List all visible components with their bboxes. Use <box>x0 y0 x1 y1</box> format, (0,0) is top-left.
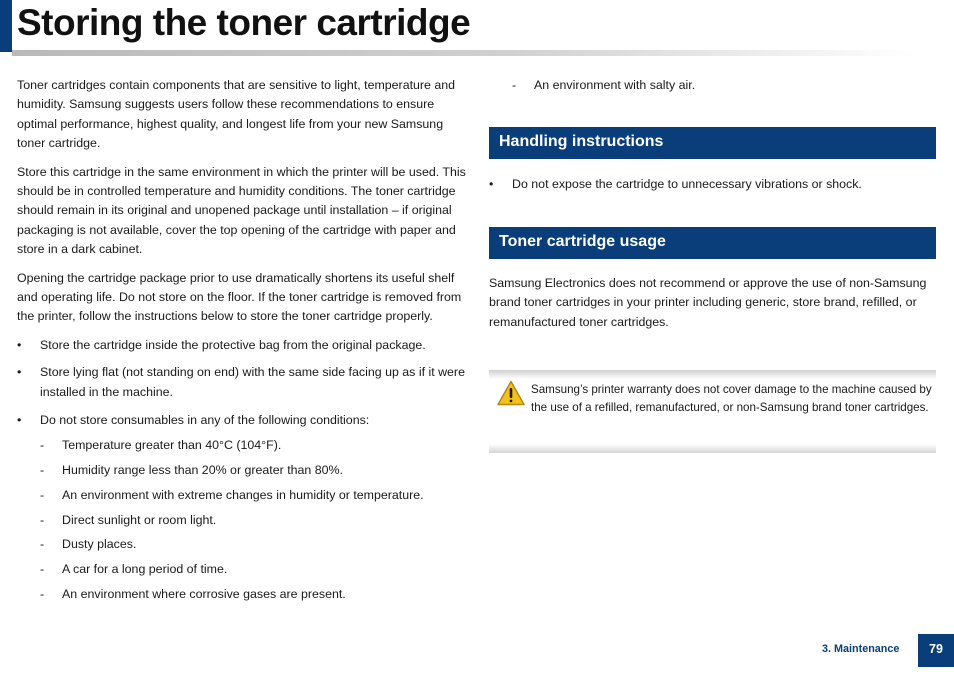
list-item <box>489 175 936 194</box>
bullet-marker: • <box>17 365 22 380</box>
condition-text: A car for a long period of time. <box>62 562 228 577</box>
right-column <box>489 76 936 332</box>
condition-text: Direct sunlight or room light. <box>62 512 217 527</box>
condition-item <box>17 511 467 536</box>
bullet-text: Do not expose the cartridge to unnecessary vibrations or shock. <box>512 176 862 191</box>
intro-paragraph: Toner cartridges contain components that are sensitive to light, temperature and humidity. Samsung suggests users follow these recommendations to ensure optimal performance, highest quality, and longest life from your new Samsung toner cartridge. <box>17 78 456 150</box>
dash-marker: - <box>40 487 45 502</box>
warning-triangle-icon <box>497 380 525 406</box>
condition-item <box>17 486 467 511</box>
condition-item <box>17 560 467 585</box>
condition-text: An environment with extreme changes in humidity or temperature. <box>62 487 424 502</box>
condition-text: Dusty places. <box>62 537 137 552</box>
dash-marker: - <box>40 512 45 527</box>
condition-text: An environment with salty air. <box>534 78 696 92</box>
condition-text: Temperature greater than 40°C (104°F). <box>62 438 282 453</box>
list-item <box>17 336 467 355</box>
bullet-marker: • <box>17 338 22 353</box>
dash-marker: - <box>40 438 45 453</box>
toner-cartridge-usage-heading: Toner cartridge usage <box>489 227 936 259</box>
warning-note-text: Samsung’s printer warranty does not cover damage to the machine caused by the use of a refilled, remanufactured, or non-Samsung brand toner cartridges. <box>531 383 932 414</box>
condition-text: An environment where corrosive gases are present. <box>62 587 346 602</box>
page-title: Storing the toner cartridge <box>17 2 471 43</box>
storage-paragraph: Store this cartridge in the same environment in which the printer will be used. This should be in controlled temperature and humidity conditions. The toner cartridge should remain in its original and unopened package until installation – if original packaging is not available, cover the top opening of the cartridge with paper and store in a dark cabinet. <box>17 164 466 256</box>
opening-paragraph: Opening the cartridge package prior to use dramatically shortens its useful shelf and operating life. Do not store on the floor. If the toner cartridge is removed from the printer, follow the instructions below to store the toner cartridge properly. <box>17 270 462 324</box>
condition-text: Humidity range less than 20% or greater than 80%. <box>62 463 344 478</box>
condition-item <box>17 585 467 610</box>
condition-item <box>17 436 467 461</box>
bullet-marker: • <box>489 176 494 191</box>
left-column <box>17 76 467 610</box>
title-divider <box>12 50 917 56</box>
dash-marker: - <box>40 562 45 577</box>
bullet-text: Store the cartridge inside the protective bag from the original package. <box>40 338 426 353</box>
condition-item <box>17 535 467 560</box>
condition-item <box>17 461 467 486</box>
bullet-text: Do not store consumables in any of the following conditions: <box>40 412 370 427</box>
condition-item <box>489 76 936 101</box>
warning-note <box>489 370 936 453</box>
footer-section-label: 3. Maintenance <box>822 643 900 655</box>
dash-marker: - <box>40 463 45 478</box>
bullet-marker: • <box>17 412 22 427</box>
usage-paragraph: Samsung Electronics does not recommend or approve the use of non-Samsung brand toner cartridges in your printer including generic, store brand, refilled, or remanufactured toner cartridges. <box>489 276 927 329</box>
handling-instructions-heading: Handling instructions <box>489 127 936 159</box>
title-accent-bar <box>0 0 12 52</box>
dash-marker: - <box>512 78 517 92</box>
list-item <box>17 363 467 402</box>
list-item <box>17 411 467 430</box>
page-number-badge: 79 <box>918 634 954 667</box>
dash-marker: - <box>40 537 45 552</box>
bullet-text: Store lying flat (not standing on end) with the same side facing up as if it were installed in the machine. <box>40 365 465 399</box>
dash-marker: - <box>40 587 45 602</box>
